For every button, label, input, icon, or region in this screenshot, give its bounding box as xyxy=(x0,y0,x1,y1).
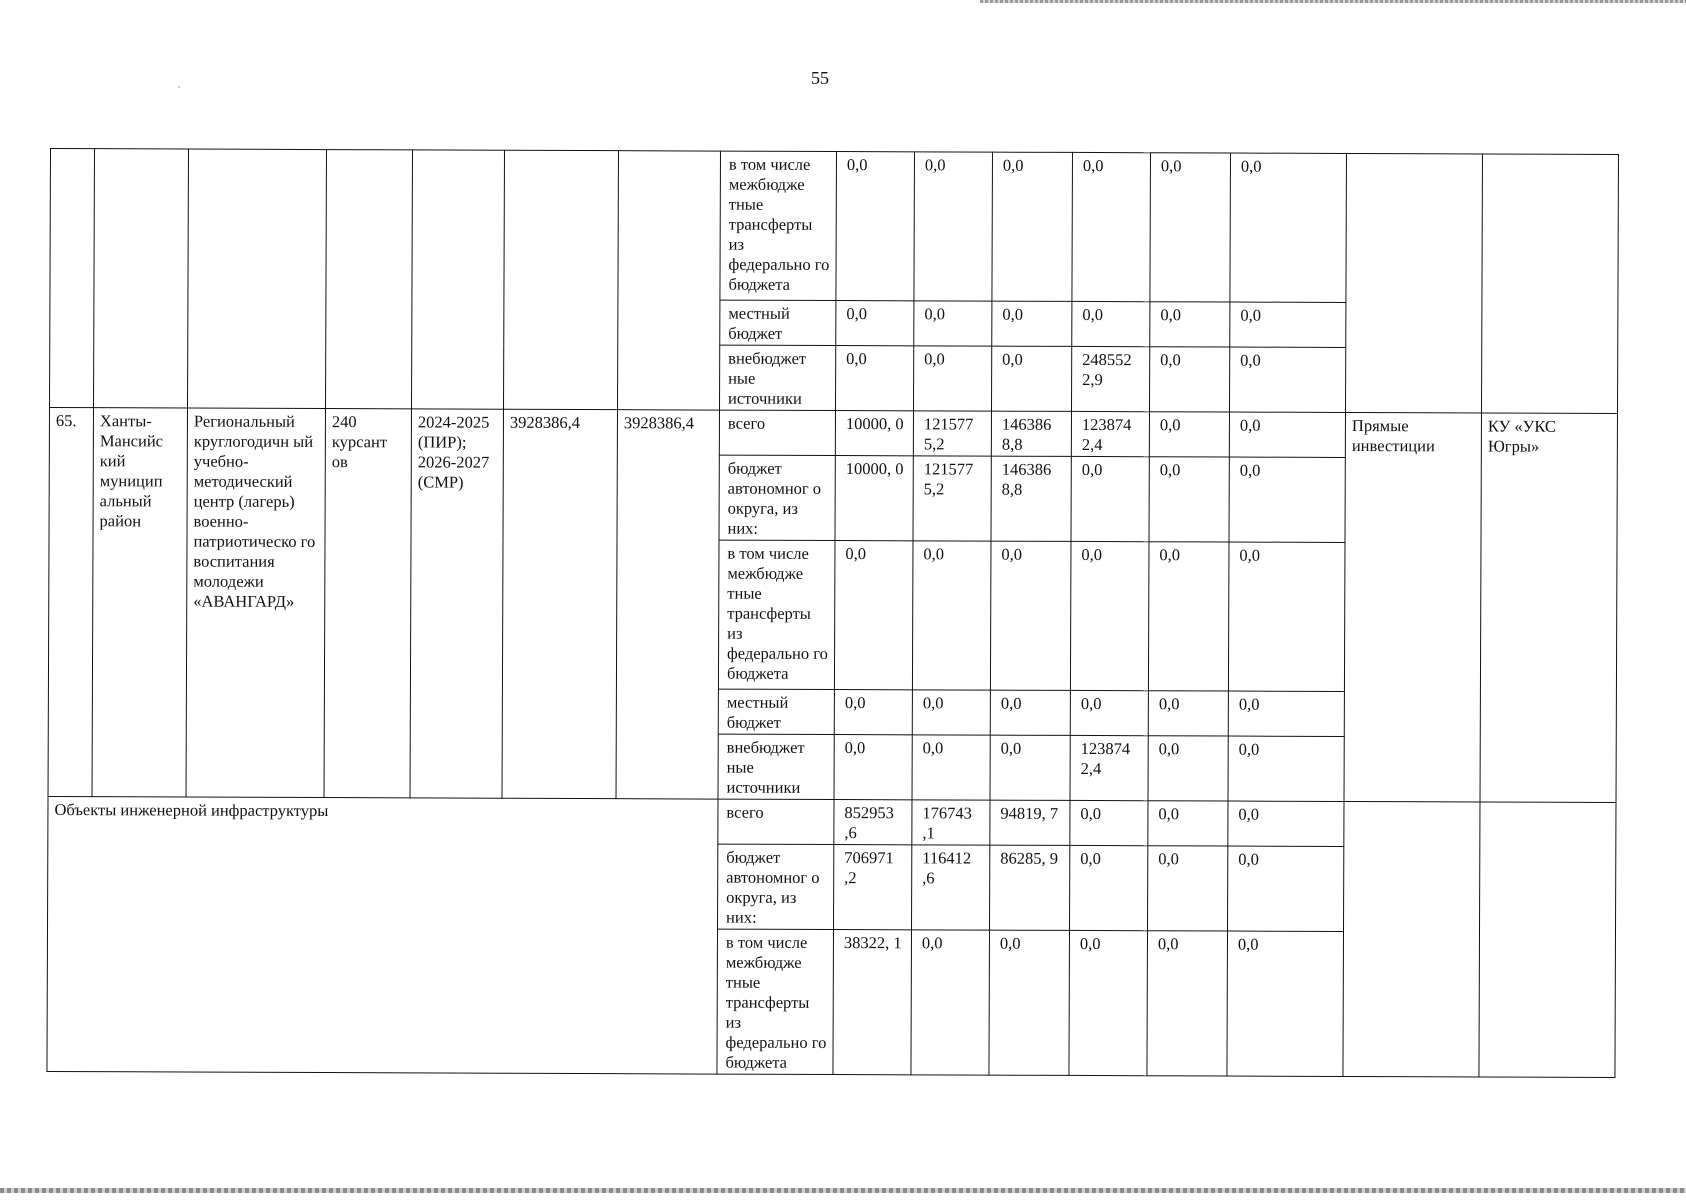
cont-customer-cell xyxy=(1481,154,1618,414)
value-cell: 0,0 xyxy=(1227,931,1344,1076)
value-cell: 0,0 xyxy=(1148,736,1228,801)
scan-artifact-top xyxy=(980,0,1686,3)
value-cell: 0,0 xyxy=(1070,845,1148,930)
value-cell: 0,0 xyxy=(914,152,993,301)
value-cell: 0,0 xyxy=(1230,302,1346,347)
value-cell: 0,0 xyxy=(1072,301,1150,346)
funding-source-label: всего xyxy=(718,799,834,844)
funding-source-label: в том числе межбюдже тные трансферты из федерально го бюджета xyxy=(717,929,834,1074)
scan-artifact-bottom xyxy=(0,1188,1686,1193)
value-cell: 146386 8,8 xyxy=(991,456,1071,541)
value-cell: 0,0 xyxy=(1230,153,1347,302)
table-row xyxy=(49,408,1617,459)
cont-cost-remaining-cell xyxy=(617,151,720,410)
value-cell: 116412 ,6 xyxy=(912,845,990,930)
value-cell: 0,0 xyxy=(1148,542,1229,691)
value-cell: 0,0 xyxy=(1149,457,1229,542)
value-cell: 0,0 xyxy=(992,301,1072,346)
item-customer: КУ «УКС Югры» xyxy=(1480,413,1617,803)
funding-source-label: бюджет автономног о округа, из них: xyxy=(719,455,835,540)
cont-period-cell xyxy=(412,150,505,409)
value-cell: 0,0 xyxy=(1228,801,1344,846)
value-cell: 0,0 xyxy=(992,152,1073,301)
funding-source-label: внебюджет ные источники xyxy=(718,734,834,799)
value-cell: 0,0 xyxy=(912,541,991,690)
value-cell: 706971 ,2 xyxy=(834,845,912,930)
value-cell: 0,0 xyxy=(1148,846,1228,931)
value-cell: 121577 5,2 xyxy=(913,411,991,456)
cont-municipality-cell xyxy=(94,149,189,408)
value-cell: 0,0 xyxy=(1228,542,1345,691)
value-cell: 0,0 xyxy=(834,541,913,690)
value-cell: 0,0 xyxy=(1229,347,1345,412)
value-cell: 248552 2,9 xyxy=(1071,346,1149,411)
funding-source-label: в том числе межбюдже тные трансферты из федерально го бюджета xyxy=(718,540,835,689)
value-cell: 0,0 xyxy=(1149,412,1229,457)
value-cell: 0,0 xyxy=(1069,930,1148,1075)
value-cell: 176743 ,1 xyxy=(912,800,990,845)
value-cell: 0,0 xyxy=(1228,691,1344,736)
table-row xyxy=(48,796,1616,847)
value-cell: 0,0 xyxy=(1070,690,1148,735)
value-cell: 0,0 xyxy=(834,690,912,735)
item-cost-remaining: 3928386,4 xyxy=(616,410,719,799)
item-municipality: Ханты-Мансийс кий муницип альный район xyxy=(92,408,187,797)
value-cell: 0,0 xyxy=(835,346,913,411)
cont-name-cell xyxy=(188,149,327,409)
value-cell: 0,0 xyxy=(989,930,1070,1075)
value-cell: 0,0 xyxy=(1071,456,1149,541)
item-number: 65. xyxy=(48,408,93,797)
item-name: Региональный круглогодичн ый учебно-методический центр (лагерь) военно-патриотическо го воспитания молодежи «АВАНГАРД» xyxy=(186,408,325,798)
value-cell: 0,0 xyxy=(912,690,990,735)
cont-mechanism-cell xyxy=(1345,153,1482,413)
funding-source-label: всего xyxy=(719,410,835,455)
cont-cost-total-cell xyxy=(504,150,619,409)
value-cell: 0,0 xyxy=(1228,846,1344,931)
funding-source-label: бюджет автономног о округа, из них: xyxy=(718,844,834,929)
value-cell: 0,0 xyxy=(836,152,915,301)
value-cell: 0,0 xyxy=(1229,457,1345,542)
budget-table-wrapper xyxy=(47,148,1618,1072)
table-row xyxy=(50,149,1619,304)
value-cell: 0,0 xyxy=(990,690,1070,735)
value-cell: 38322, 1 xyxy=(833,930,912,1075)
value-cell: 0,0 xyxy=(1148,691,1228,736)
funding-source-label: местный бюджет xyxy=(718,689,834,734)
value-cell: 0,0 xyxy=(1072,152,1151,301)
item-period: 2024-2025 (ПИР); 2026-2027 (СМР) xyxy=(410,409,503,798)
value-cell: 0,0 xyxy=(990,541,1071,690)
value-cell: 0,0 xyxy=(990,735,1070,800)
cont-number-cell xyxy=(50,149,95,408)
value-cell: 0,0 xyxy=(834,735,912,800)
value-cell: 0,0 xyxy=(913,346,991,411)
funding-source-label: местный бюджет xyxy=(720,300,836,345)
value-cell: 0,0 xyxy=(991,346,1071,411)
value-cell: 94819, 7 xyxy=(990,800,1070,845)
item-cost-total: 3928386,4 xyxy=(502,409,617,798)
value-cell: 0,0 xyxy=(1228,736,1344,801)
value-cell: 146386 8,8 xyxy=(991,411,1071,456)
value-cell: 0,0 xyxy=(1148,801,1228,846)
item-capacity: 240 курсант ов xyxy=(324,409,411,798)
value-cell: 0,0 xyxy=(1150,302,1230,347)
page-number: 55 xyxy=(811,68,829,88)
value-cell: 0,0 xyxy=(1070,800,1148,845)
value-cell: 0,0 xyxy=(1150,153,1231,302)
value-cell: 10000, 0 xyxy=(835,411,913,456)
value-cell: 123874 2,4 xyxy=(1071,411,1149,456)
value-cell: 10000, 0 xyxy=(835,456,913,541)
value-cell: 123874 2,4 xyxy=(1070,735,1148,800)
item-mechanism: Прямые инвестиции xyxy=(1344,412,1481,802)
funding-source-label: в том числе межбюдже тные трансферты из федерально го бюджета xyxy=(720,151,837,300)
value-cell: 0,0 xyxy=(1070,541,1149,690)
value-cell: 0,0 xyxy=(1147,931,1228,1076)
value-cell: 0,0 xyxy=(914,301,992,346)
value-cell: 852953 ,6 xyxy=(834,800,912,845)
infra-mechanism-cell xyxy=(1343,801,1480,1077)
cont-capacity-cell xyxy=(326,150,413,409)
budget-table xyxy=(46,148,1619,1078)
value-cell: 0,0 xyxy=(911,930,990,1075)
funding-source-label: внебюджет ные источники xyxy=(719,345,835,410)
value-cell: 86285, 9 xyxy=(990,845,1070,930)
value-cell: 0,0 xyxy=(1149,347,1229,412)
infra-customer-cell xyxy=(1479,802,1616,1078)
value-cell: 0,0 xyxy=(1229,412,1345,457)
value-cell: 0,0 xyxy=(836,301,914,346)
value-cell: 0,0 xyxy=(912,735,990,800)
section-title: Объекты инженерной инфраструктуры xyxy=(47,796,718,1074)
value-cell: 121577 5,2 xyxy=(913,456,991,541)
